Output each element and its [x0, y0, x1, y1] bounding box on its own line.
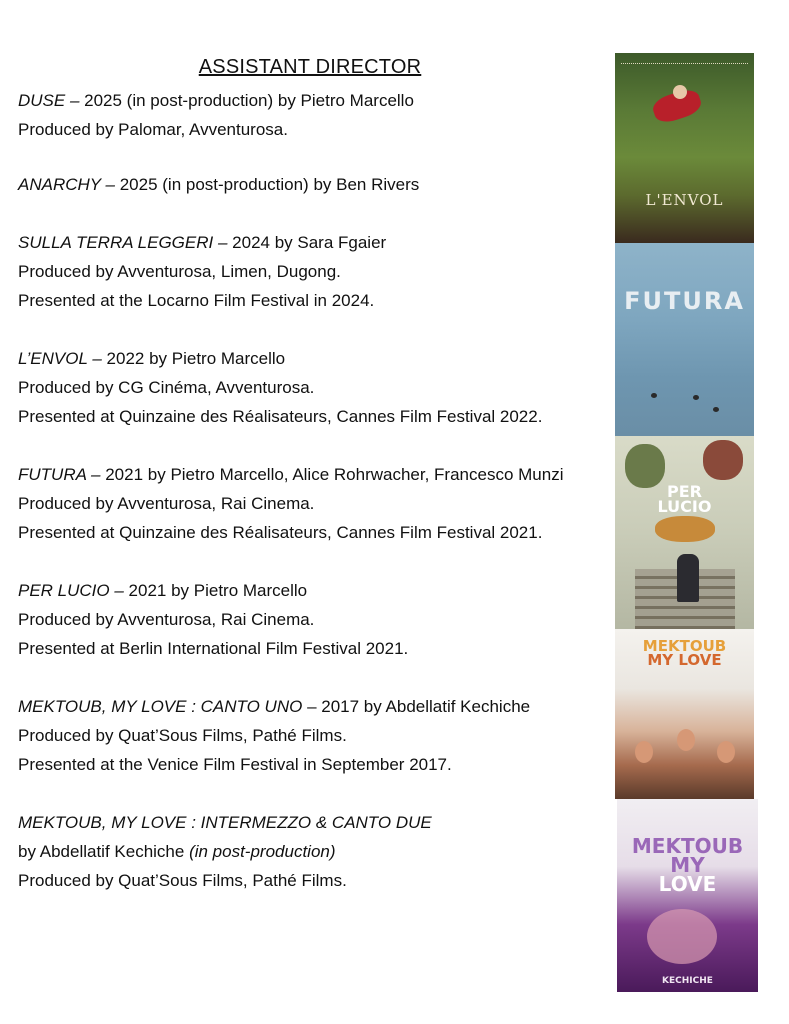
- poster-director-name: KECHICHE: [662, 976, 713, 986]
- entry-mektoub1-produced: Produced by Quat’Sous Films, Pathé Films.: [18, 726, 347, 745]
- entry-mektoub2-by-line: [18, 841, 336, 863]
- poster-title-line: LUCIO: [657, 497, 712, 516]
- poster-figure-face: [673, 85, 687, 99]
- entry-futura-title-line: [18, 464, 563, 486]
- film-details: 2025 (in post-production) by Ben Rivers: [119, 175, 420, 194]
- poster-credits-strip: [621, 63, 748, 66]
- film-details: 2024 by Sara Fgaier: [232, 233, 387, 252]
- film-details: 2021 by Pietro Marcello: [128, 581, 308, 600]
- poster-swimmer: [651, 393, 657, 398]
- film-director: by Abdellatif Kechiche: [18, 842, 190, 861]
- entry-mektoub1-presented: Presented at the Venice Film Festival in September 2017.: [18, 755, 452, 774]
- poster-mektoub1-title: [615, 639, 754, 667]
- film-details: 2025 (in post-production) by Pietro Marcello: [84, 91, 414, 110]
- entry-mektoub1-title-line: [18, 696, 530, 718]
- poster-title-line: MY: [670, 853, 705, 877]
- poster-figure-face: [717, 741, 735, 763]
- poster-collage-shape: [703, 440, 743, 480]
- entry-perlucio-presented: Presented at Berlin International Film Festival 2021.: [18, 639, 409, 658]
- entry-lenvol-title-line: [18, 348, 285, 370]
- film-title: MEKTOUB, MY LOVE : CANTO UNO: [18, 697, 303, 716]
- poster-per-lucio: [615, 436, 754, 629]
- entry-lenvol-presented: Presented at Quinzaine des Réalisateurs, Cannes Film Festival 2022.: [18, 407, 543, 426]
- entry-mektoub2-title-line: [18, 812, 432, 834]
- entry-anarchy-title-line: [18, 174, 419, 196]
- film-title: ANARCHY –: [18, 175, 120, 194]
- poster-mektoub-intermezzo: [617, 799, 758, 992]
- poster-per-lucio-title: [615, 484, 754, 514]
- poster-title-line: MY LOVE: [647, 651, 722, 669]
- poster-figure-face: [635, 741, 653, 763]
- poster-figure-face: [677, 729, 695, 751]
- poster-lenvol: [615, 53, 754, 243]
- film-title: SULLA TERRA LEGGERI –: [18, 233, 233, 252]
- entry-sulla-presented: Presented at the Locarno Film Festival in 2024.: [18, 291, 375, 310]
- entry-duse-title-line: [18, 90, 414, 112]
- poster-title-line: MEKTOUB: [631, 834, 744, 858]
- film-title: L’ENVOL –: [18, 349, 107, 368]
- film-title: DUSE –: [18, 91, 85, 110]
- entry-futura-presented: Presented at Quinzaine des Réalisateurs, Cannes Film Festival 2021.: [18, 523, 543, 542]
- poster-mektoub2-title: [617, 834, 758, 896]
- entry-sulla-title-line: [18, 232, 386, 254]
- poster-swimmer: [693, 395, 699, 400]
- entry-perlucio-title-line: [18, 580, 307, 602]
- poster-figure-man: [677, 554, 699, 602]
- poster-mektoub-canto-uno: [615, 629, 754, 799]
- entry-futura-produced: Produced by Avventurosa, Rai Cinema.: [18, 494, 315, 513]
- poster-futura-title: FUTURA: [624, 287, 745, 315]
- poster-swimmer: [713, 407, 719, 412]
- film-details: 2021 by Pietro Marcello, Alice Rohrwacher, Francesco Munzi: [105, 465, 564, 484]
- film-title: MEKTOUB, MY LOVE : INTERMEZZO & CANTO DUE: [18, 813, 432, 832]
- entry-sulla-produced: Produced by Avventurosa, Limen, Dugong.: [18, 262, 341, 281]
- poster-collage-shape: [625, 444, 665, 488]
- poster-title-line: PER: [667, 482, 702, 501]
- entry-duse-produced: Produced by Palomar, Avventurosa.: [18, 120, 288, 139]
- poster-figure-faces: [647, 909, 717, 964]
- poster-collage-shape: [655, 516, 715, 542]
- film-title: PER LUCIO –: [18, 581, 129, 600]
- entry-perlucio-produced: Produced by Avventurosa, Rai Cinema.: [18, 610, 315, 629]
- film-details: 2022 by Pietro Marcello: [106, 349, 286, 368]
- poster-title-line: LOVE: [658, 872, 717, 896]
- page-heading: ASSISTANT DIRECTOR: [198, 56, 422, 78]
- entry-lenvol-produced: Produced by CG Cinéma, Avventurosa.: [18, 378, 315, 397]
- film-details: – 2017 by Abdellatif Kechiche: [302, 697, 531, 716]
- poster-lenvol-title: L'ENVOL: [645, 191, 724, 209]
- film-status: (in post-production): [189, 842, 336, 861]
- entry-mektoub2-produced: Produced by Quat’Sous Films, Pathé Films.: [18, 871, 347, 890]
- film-title: FUTURA –: [18, 465, 106, 484]
- poster-futura: [615, 243, 754, 436]
- poster-title-line: MEKTOUB: [642, 637, 727, 655]
